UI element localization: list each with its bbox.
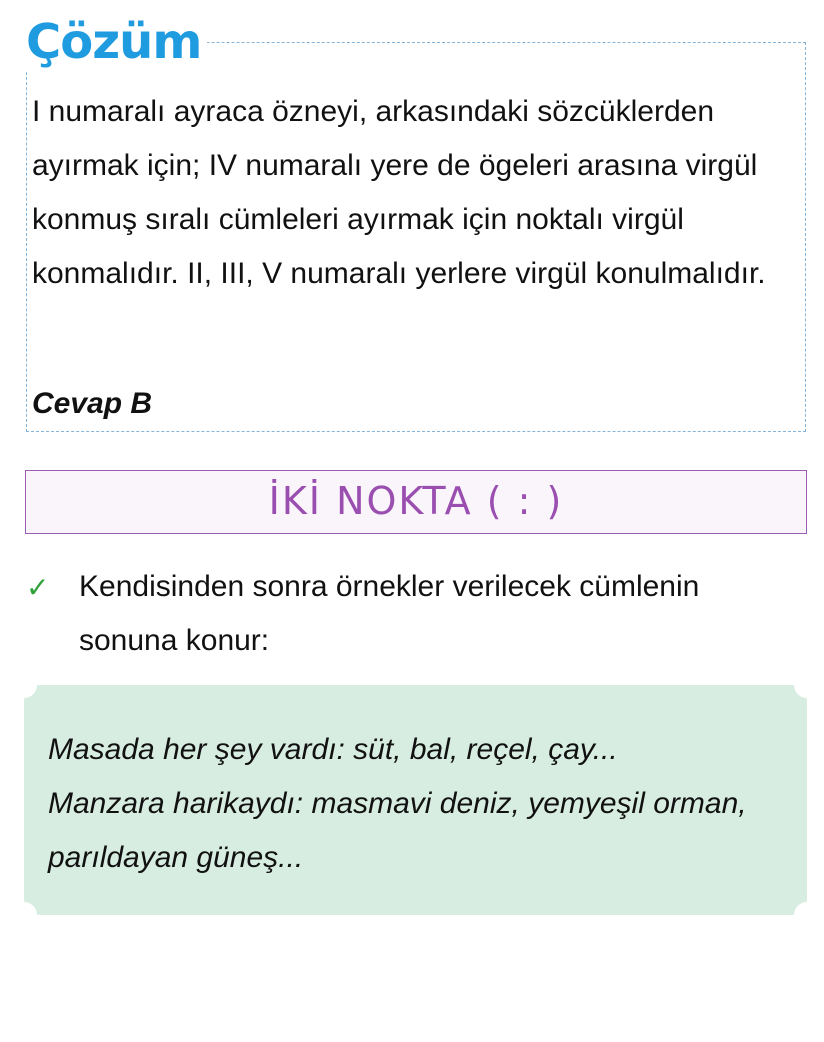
answer-label: Cevap B xyxy=(32,387,153,420)
solution-title: Çözüm xyxy=(26,14,207,70)
solution-text: I numaralı ayraca özneyi, arkasındaki sözcüklerden ayırmak için; IV numaralı yere de ögeleri arasına virgül konmuş sıralı cümleleri ayırmak için noktalı virgül konmalıdır. II, III, V numaralı yerlere virgül konulmalıdır. xyxy=(32,95,766,290)
example-box xyxy=(24,685,807,915)
example-line-1: Masada her şey vardı: süt, bal, reçel, çay... xyxy=(48,733,618,766)
example-line-2: Manzara harikaydı: masmavi deniz, yemyeşil orman, parıldayan güneş... xyxy=(48,787,747,874)
example-text xyxy=(48,723,788,885)
rule-text: Kendisinden sonra örnekler verilecek cümlenin sonuna konur: xyxy=(79,570,700,657)
section-header xyxy=(25,470,807,534)
section-title: İKİ NOKTA ( : ) xyxy=(268,479,564,523)
check-icon: ✓ xyxy=(26,572,50,603)
